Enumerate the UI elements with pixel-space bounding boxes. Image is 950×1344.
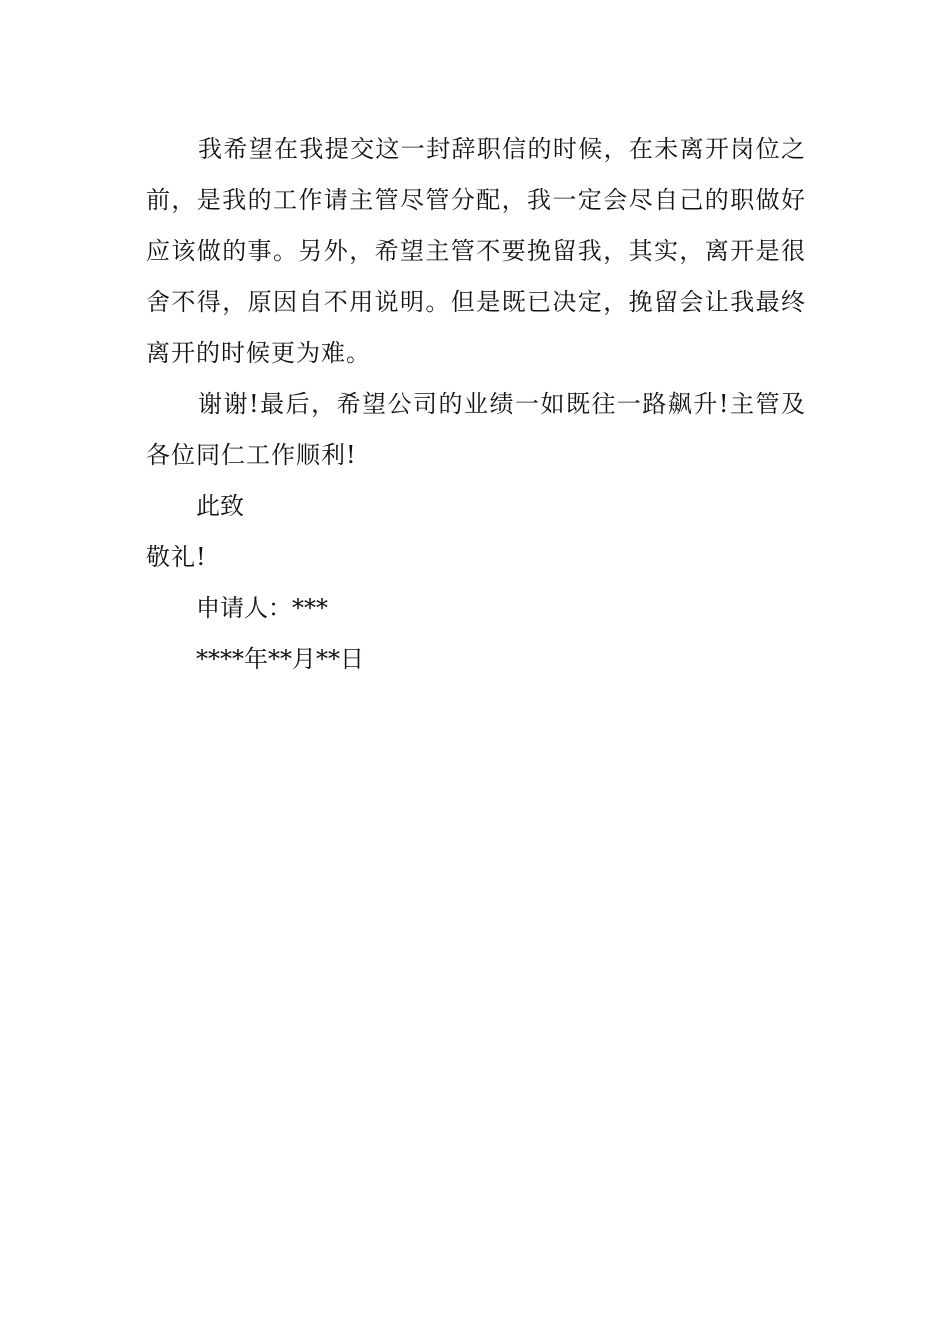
letter-body [146,124,806,685]
applicant-signature: 申请人：*** [196,594,328,622]
salutation: 敬礼! [146,543,207,571]
paragraph-resignation-request: 我希望在我提交这一封辞职信的时候，在未离开岗位之前，是我的工作请主管尽管分配，我一定会尽自己的职做好应该做的事。另外，希望主管不要挽留我，其实，离开是很舍不得，原因自不用说明。但是既已决定，挽留会让我最终离开的时候更为难。 [146,135,806,367]
letter-date: ****年**月**日 [196,645,364,673]
paragraph-thanks: 谢谢!最后，希望公司的业绩一如既往一路飙升!主管及各位同仁工作顺利! [146,390,806,469]
closing-phrase: 此致 [196,492,244,520]
